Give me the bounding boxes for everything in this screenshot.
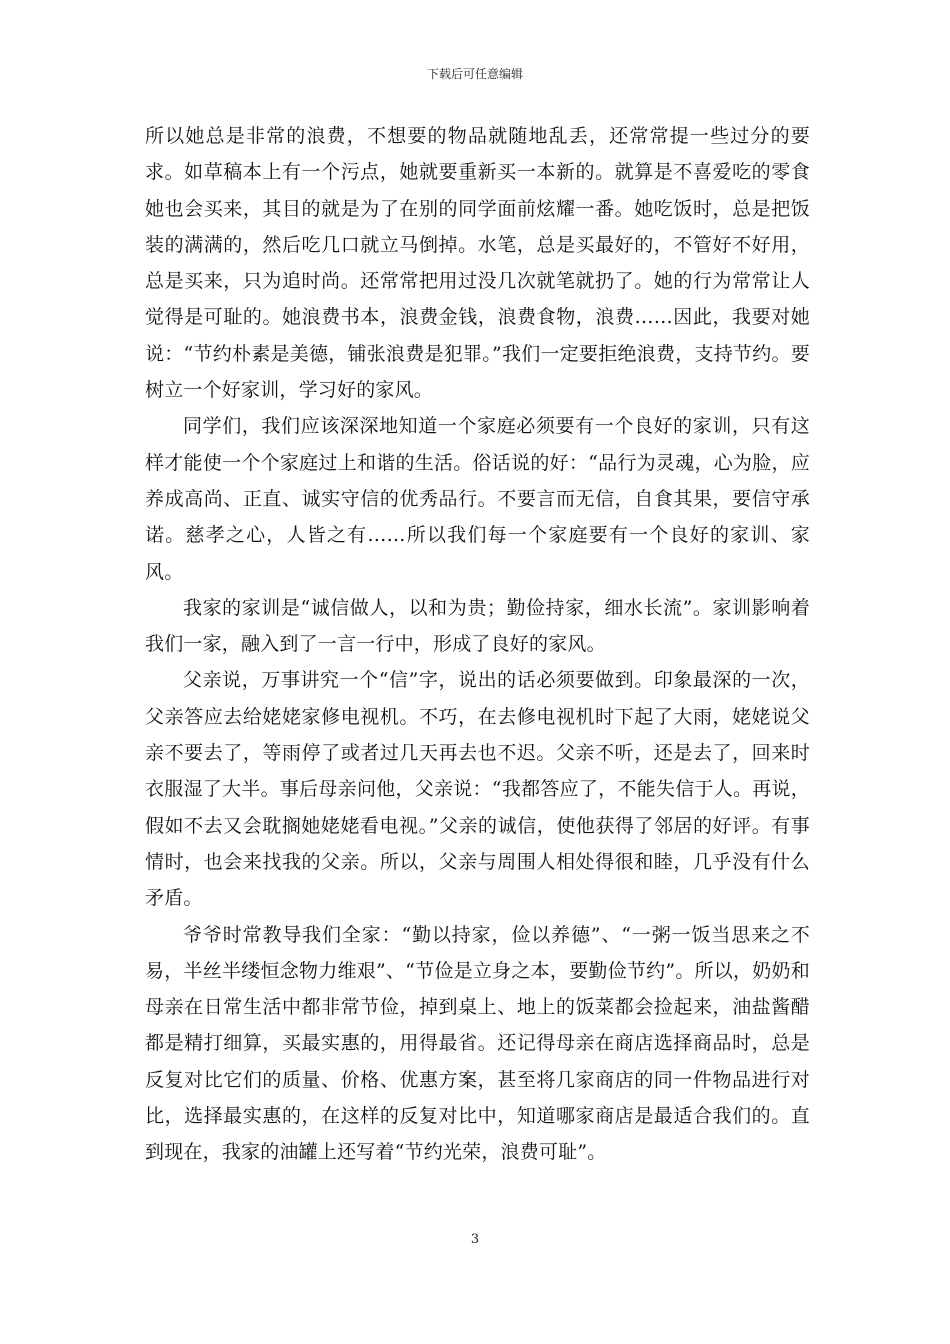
paragraph-2: 同学们，我们应该深深地知道一个家庭必须要有一个良好的家训，只有这样才能使一个个家庭过上和谐的生活。俗话说的好：“品行为灵魂，心为脸，应养成高尚、正直、诚实守信的优秀品行。不要言而无信，自食其果，要信守承诺。慈孝之心，人皆之有……所以我们每一个家庭要有一个良好的家训、家风。	[145, 415, 810, 583]
document-body	[145, 118, 810, 1171]
paragraph-4: 父亲说，万事讲究一个“信”字，说出的话必须要做到。印象最深的一次，父亲答应去给姥姥家修电视机。不巧，在去修电视机时下起了大雨，姥姥说父亲不要去了，等雨停了或者过几天再去也不迟。父亲不听，还是去了，回来时衣服湿了大半。事后母亲问他，父亲说：“我都答应了，不能失信于人。再说，假如不去又会耽搁她姥姥看电视。”父亲的诚信，使他获得了邻居的好评。有事情时，也会来找我的父亲。所以，父亲与周围人相处得很和睦，几乎没有什么矛盾。	[145, 669, 810, 910]
paragraph-3: 我家的家训是“诚信做人，以和为贵；勤俭持家，细水长流”。家训影响着我们一家，融入到了一言一行中，形成了良好的家风。	[145, 596, 810, 656]
paragraph-5: 爷爷时常教导我们全家：“勤以持家，俭以养德”、“一粥一饭当思来之不易，半丝半缕恒念物力维艰”、“节俭是立身之本，要勤俭节约”。所以，奶奶和母亲在日常生活中都非常节俭，掉到桌上、地上的饭菜都会捡起来，油盐酱醋都是精打细算，买最实惠的，用得最省。还记得母亲在商店选择商品时，总是反复对比它们的质量、价格、优惠方案，甚至将几家商店的同一件物品进行对比，选择最实惠的，在这样的反复对比中，知道哪家商店是最适合我们的。直到现在，我家的油罐上还写着“节约光荣，浪费可耻”。	[145, 923, 810, 1164]
page-header: 下载后可任意编辑	[426, 67, 523, 81]
page-number: 3	[470, 1232, 480, 1247]
paragraph-1: 所以她总是非常的浪费，不想要的物品就随地乱丢，还常常提一些过分的要求。如草稿本上有一个污点，她就要重新买一本新的。就算是不喜爱吃的零食她也会买来，其目的就是为了在别的同学面前炫耀一番。她吃饭时，总是把饭装的满满的，然后吃几口就立马倒掉。水笔，总是买最好的，不管好不好用，总是买来，只为追时尚。还常常把用过没几次就笔就扔了。她的行为常常让人觉得是可耻的。她浪费书本，浪费金钱，浪费食物，浪费……因此，我要对她说：“节约朴素是美德，铺张浪费是犯罪。”我们一定要拒绝浪费，支持节约。要树立一个好家训，学习好的家风。	[145, 125, 810, 402]
